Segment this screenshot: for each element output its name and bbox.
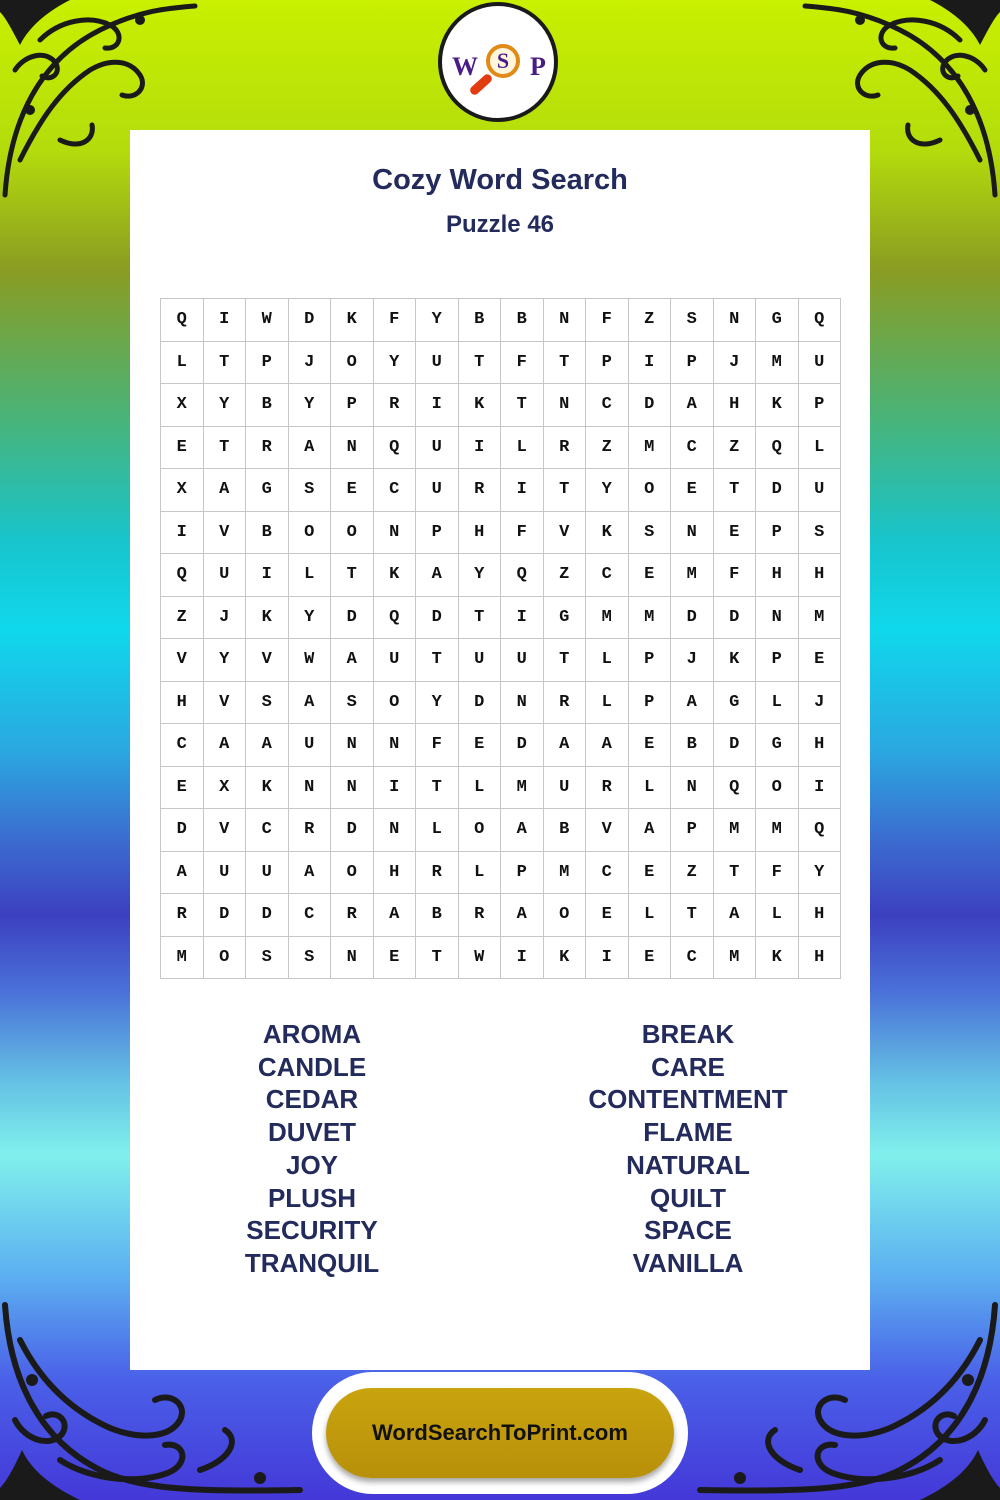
grid-cell[interactable]: R [161, 894, 204, 937]
grid-cell[interactable]: E [629, 554, 672, 597]
grid-cell[interactable]: W [246, 299, 289, 342]
grid-cell[interactable]: D [629, 384, 672, 427]
grid-cell[interactable]: E [331, 469, 374, 512]
grid-cell[interactable]: I [501, 597, 544, 640]
grid-cell[interactable]: E [629, 937, 672, 980]
grid-cell[interactable]: S [331, 682, 374, 725]
grid-cell[interactable]: X [204, 767, 247, 810]
grid-cell[interactable]: C [586, 384, 629, 427]
grid-cell[interactable]: W [459, 937, 502, 980]
grid-cell[interactable]: V [544, 512, 587, 555]
grid-cell[interactable]: V [204, 682, 247, 725]
grid-cell[interactable]: L [161, 342, 204, 385]
grid-cell[interactable]: T [331, 554, 374, 597]
logo-letter-s: S [496, 48, 510, 73]
grid-cell[interactable]: N [671, 767, 714, 810]
grid-cell[interactable]: A [501, 894, 544, 937]
word-list-item: QUILT [649, 1182, 727, 1213]
grid-cell[interactable]: A [501, 809, 544, 852]
grid-cell[interactable]: D [161, 809, 204, 852]
grid-cell[interactable]: E [629, 852, 672, 895]
grid-cell[interactable]: C [586, 554, 629, 597]
grid-cell[interactable]: B [544, 809, 587, 852]
grid-cell[interactable]: I [586, 937, 629, 980]
grid-cell[interactable]: R [544, 682, 587, 725]
grid-cell[interactable]: Q [756, 427, 799, 470]
grid-cell[interactable]: D [501, 724, 544, 767]
grid-cell[interactable]: S [246, 937, 289, 980]
grid-cell[interactable]: F [714, 554, 757, 597]
grid-cell[interactable]: M [714, 809, 757, 852]
grid-cell[interactable]: R [374, 384, 417, 427]
grid-cell[interactable]: E [714, 512, 757, 555]
grid-cell[interactable]: O [204, 937, 247, 980]
grid-cell[interactable]: N [374, 809, 417, 852]
grid-cell[interactable]: T [416, 639, 459, 682]
grid-cell[interactable]: P [501, 852, 544, 895]
grid-cell[interactable]: Q [161, 299, 204, 342]
grid-cell[interactable]: T [544, 639, 587, 682]
grid-cell[interactable]: I [799, 767, 842, 810]
grid-cell[interactable]: Z [161, 597, 204, 640]
grid-cell[interactable]: O [544, 894, 587, 937]
grid-cell[interactable]: N [501, 682, 544, 725]
grid-cell[interactable]: S [629, 512, 672, 555]
grid-cell[interactable]: Q [374, 597, 417, 640]
grid-cell[interactable]: Z [586, 427, 629, 470]
grid-cell[interactable]: Y [374, 342, 417, 385]
grid-cell[interactable]: T [204, 427, 247, 470]
grid-cell[interactable]: H [799, 554, 842, 597]
grid-cell[interactable]: V [204, 809, 247, 852]
grid-cell[interactable]: H [799, 894, 842, 937]
grid-cell[interactable]: L [799, 427, 842, 470]
grid-cell[interactable]: W [289, 639, 332, 682]
grid-cell[interactable]: Q [799, 299, 842, 342]
grid-cell[interactable]: M [629, 427, 672, 470]
grid-cell[interactable]: A [544, 724, 587, 767]
grid-cell[interactable]: L [501, 427, 544, 470]
grid-cell[interactable]: N [289, 767, 332, 810]
grid-cell[interactable]: U [799, 342, 842, 385]
grid-cell[interactable]: E [161, 427, 204, 470]
word-list-item: CEDAR [265, 1084, 359, 1115]
grid-cell[interactable]: F [756, 852, 799, 895]
grid-cell[interactable]: G [756, 299, 799, 342]
grid-cell[interactable]: K [586, 512, 629, 555]
grid-cell[interactable]: K [459, 384, 502, 427]
grid-cell[interactable]: H [799, 937, 842, 980]
word-list-right [528, 1018, 848, 1280]
grid-cell[interactable]: A [161, 852, 204, 895]
grid-cell[interactable]: M [629, 597, 672, 640]
grid-cell[interactable]: A [586, 724, 629, 767]
grid-cell[interactable]: U [374, 639, 417, 682]
grid-cell[interactable]: Q [501, 554, 544, 597]
grid-cell[interactable]: D [714, 724, 757, 767]
grid-cell[interactable]: R [586, 767, 629, 810]
grid-cell[interactable]: A [714, 894, 757, 937]
word-list-item: CANDLE [257, 1051, 367, 1082]
grid-cell[interactable]: C [671, 427, 714, 470]
grid-cell[interactable]: S [246, 682, 289, 725]
grid-cell[interactable]: K [246, 767, 289, 810]
grid-cell[interactable]: R [246, 427, 289, 470]
grid-cell[interactable]: M [799, 597, 842, 640]
grid-cell[interactable]: I [161, 512, 204, 555]
grid-cell[interactable]: C [586, 852, 629, 895]
grid-cell[interactable]: N [331, 724, 374, 767]
grid-cell[interactable]: A [204, 724, 247, 767]
grid-cell[interactable]: Q [161, 554, 204, 597]
grid-cell[interactable]: Z [671, 852, 714, 895]
grid-cell[interactable]: V [586, 809, 629, 852]
wsp-logo[interactable] [438, 2, 558, 122]
grid-cell[interactable]: B [671, 724, 714, 767]
grid-cell[interactable]: P [331, 384, 374, 427]
grid-cell[interactable]: L [756, 894, 799, 937]
word-list-item: JOY [285, 1149, 339, 1180]
grid-cell[interactable]: Y [204, 639, 247, 682]
grid-cell[interactable]: I [459, 427, 502, 470]
grid-cell[interactable]: J [204, 597, 247, 640]
grid-cell[interactable]: D [331, 809, 374, 852]
grid-cell[interactable]: E [161, 767, 204, 810]
grid-cell[interactable]: R [459, 469, 502, 512]
grid-cell[interactable]: D [756, 469, 799, 512]
word-list-item: SPACE [644, 1215, 732, 1246]
grid-cell[interactable]: C [671, 937, 714, 980]
grid-cell[interactable]: Y [459, 554, 502, 597]
grid-cell[interactable]: E [459, 724, 502, 767]
word-list-item: CARE [651, 1051, 725, 1082]
grid-cell[interactable]: B [246, 384, 289, 427]
grid-cell[interactable]: P [586, 342, 629, 385]
grid-cell[interactable]: L [629, 767, 672, 810]
grid-cell[interactable]: Z [629, 299, 672, 342]
grid-cell[interactable]: G [756, 724, 799, 767]
grid-cell[interactable]: F [416, 724, 459, 767]
grid-cell[interactable]: R [416, 852, 459, 895]
grid-cell[interactable]: B [459, 299, 502, 342]
grid-cell[interactable]: T [671, 894, 714, 937]
grid-cell[interactable]: U [246, 852, 289, 895]
grid-cell[interactable]: T [416, 937, 459, 980]
grid-cell[interactable]: L [756, 682, 799, 725]
grid-cell[interactable]: L [289, 554, 332, 597]
grid-cell[interactable]: D [246, 894, 289, 937]
grid-cell[interactable]: P [416, 512, 459, 555]
grid-cell[interactable]: S [671, 299, 714, 342]
grid-cell[interactable]: F [374, 299, 417, 342]
grid-cell[interactable]: N [671, 512, 714, 555]
grid-cell[interactable]: L [586, 682, 629, 725]
grid-cell[interactable]: V [246, 639, 289, 682]
grid-cell[interactable]: N [331, 937, 374, 980]
grid-cell[interactable]: K [714, 639, 757, 682]
grid-cell[interactable]: X [161, 384, 204, 427]
grid-cell[interactable]: M [501, 767, 544, 810]
grid-cell[interactable]: T [501, 384, 544, 427]
grid-cell[interactable]: N [756, 597, 799, 640]
grid-cell[interactable]: J [799, 682, 842, 725]
grid-cell[interactable]: U [501, 639, 544, 682]
grid-cell[interactable]: P [629, 682, 672, 725]
grid-cell[interactable]: E [671, 469, 714, 512]
grid-cell[interactable]: M [714, 937, 757, 980]
grid-cell[interactable]: A [204, 469, 247, 512]
grid-cell[interactable]: I [246, 554, 289, 597]
grid-cell[interactable]: K [246, 597, 289, 640]
grid-cell[interactable]: A [671, 384, 714, 427]
grid-cell[interactable]: U [799, 469, 842, 512]
grid-cell[interactable]: A [289, 852, 332, 895]
grid-cell[interactable]: J [714, 342, 757, 385]
grid-cell[interactable]: A [671, 682, 714, 725]
grid-cell[interactable]: E [629, 724, 672, 767]
magnifier-lens-icon [486, 44, 520, 78]
grid-cell[interactable]: A [289, 682, 332, 725]
grid-cell[interactable]: K [756, 937, 799, 980]
grid-cell[interactable]: L [416, 809, 459, 852]
grid-cell[interactable]: N [374, 512, 417, 555]
grid-cell[interactable]: B [501, 299, 544, 342]
word-list-item: PLUSH [267, 1182, 357, 1213]
word-list-item: NATURAL [626, 1149, 750, 1180]
grid-cell[interactable]: C [246, 809, 289, 852]
grid-cell[interactable]: D [459, 682, 502, 725]
grid-cell[interactable]: I [416, 384, 459, 427]
grid-cell[interactable]: Y [289, 384, 332, 427]
grid-cell[interactable]: N [544, 384, 587, 427]
grid-cell[interactable]: H [799, 724, 842, 767]
grid-cell[interactable]: F [501, 342, 544, 385]
grid-cell[interactable]: U [416, 469, 459, 512]
grid-cell[interactable]: N [374, 724, 417, 767]
grid-cell[interactable]: M [756, 342, 799, 385]
grid-cell[interactable]: C [161, 724, 204, 767]
grid-cell[interactable]: N [714, 299, 757, 342]
grid-cell[interactable]: V [204, 512, 247, 555]
grid-cell[interactable]: P [671, 342, 714, 385]
grid-cell[interactable]: J [289, 342, 332, 385]
grid-cell[interactable]: B [416, 894, 459, 937]
word-list-item: FLAME [643, 1117, 733, 1148]
grid-cell[interactable]: U [416, 342, 459, 385]
grid-cell[interactable]: T [204, 342, 247, 385]
grid-cell[interactable]: E [586, 894, 629, 937]
word-list-item: CONTENTMENT [588, 1084, 788, 1115]
grid-cell[interactable]: P [756, 512, 799, 555]
grid-cell[interactable]: H [459, 512, 502, 555]
grid-cell[interactable]: P [629, 639, 672, 682]
grid-cell[interactable]: T [714, 469, 757, 512]
site-link-button[interactable]: WordSearchToPrint.com [326, 1388, 674, 1478]
grid-cell[interactable]: U [459, 639, 502, 682]
grid-cell[interactable]: D [714, 597, 757, 640]
grid-cell[interactable]: D [204, 894, 247, 937]
word-list-left [152, 1018, 472, 1280]
grid-cell[interactable]: Z [714, 427, 757, 470]
grid-cell[interactable]: M [671, 554, 714, 597]
grid-cell[interactable]: R [544, 427, 587, 470]
grid-cell[interactable]: S [289, 469, 332, 512]
grid-cell[interactable]: O [289, 512, 332, 555]
grid-cell[interactable]: H [161, 682, 204, 725]
grid-cell[interactable]: Y [416, 682, 459, 725]
grid-cell[interactable]: H [374, 852, 417, 895]
grid-cell[interactable]: Q [374, 427, 417, 470]
page-title: Cozy Word Search [372, 164, 628, 196]
grid-cell[interactable]: T [416, 767, 459, 810]
word-list-item: SECURITY [246, 1215, 378, 1246]
grid-cell[interactable]: Y [416, 299, 459, 342]
grid-cell[interactable]: O [459, 809, 502, 852]
grid-cell[interactable]: M [161, 937, 204, 980]
grid-cell[interactable]: F [586, 299, 629, 342]
grid-cell[interactable]: L [459, 852, 502, 895]
grid-cell[interactable]: H [756, 554, 799, 597]
grid-cell[interactable]: U [289, 724, 332, 767]
grid-cell[interactable]: Y [289, 597, 332, 640]
grid-cell[interactable]: D [331, 597, 374, 640]
grid-cell[interactable]: T [544, 342, 587, 385]
word-list-item: AROMA [262, 1019, 362, 1049]
grid-cell[interactable]: M [544, 852, 587, 895]
puzzle-number: Puzzle 46 [445, 211, 555, 238]
grid-cell[interactable]: N [331, 427, 374, 470]
grid-cell[interactable]: O [331, 342, 374, 385]
grid-cell[interactable]: L [459, 767, 502, 810]
grid-cell[interactable]: A [289, 427, 332, 470]
grid-cell[interactable]: D [671, 597, 714, 640]
grid-cell[interactable]: Q [714, 767, 757, 810]
grid-cell[interactable]: V [161, 639, 204, 682]
grid-cell[interactable]: C [289, 894, 332, 937]
grid-cell[interactable]: D [416, 597, 459, 640]
word-list-item: TRANQUIL [244, 1247, 380, 1278]
grid-cell[interactable]: O [629, 469, 672, 512]
grid-cell[interactable]: B [246, 512, 289, 555]
grid-cell[interactable]: G [544, 597, 587, 640]
grid-cell[interactable]: E [374, 937, 417, 980]
grid-cell[interactable]: A [246, 724, 289, 767]
grid-cell[interactable]: F [501, 512, 544, 555]
grid-cell[interactable]: E [799, 639, 842, 682]
grid-cell[interactable]: I [501, 469, 544, 512]
grid-cell[interactable]: Z [544, 554, 587, 597]
grid-cell[interactable]: S [289, 937, 332, 980]
grid-cell[interactable]: A [374, 894, 417, 937]
grid-cell[interactable]: H [714, 384, 757, 427]
grid-cell[interactable]: U [544, 767, 587, 810]
grid-cell[interactable]: O [331, 512, 374, 555]
grid-cell[interactable]: P [756, 639, 799, 682]
grid-cell[interactable]: I [629, 342, 672, 385]
grid-cell[interactable]: P [671, 809, 714, 852]
grid-cell[interactable]: Y [586, 469, 629, 512]
grid-cell[interactable]: A [331, 639, 374, 682]
grid-cell[interactable]: U [204, 554, 247, 597]
word-list-item: VANILLA [632, 1247, 744, 1278]
grid-cell[interactable]: U [416, 427, 459, 470]
grid-cell[interactable]: A [629, 809, 672, 852]
grid-cell[interactable]: I [374, 767, 417, 810]
grid-cell[interactable]: O [374, 682, 417, 725]
grid-cell[interactable]: I [204, 299, 247, 342]
grid-cell[interactable]: M [756, 809, 799, 852]
grid-cell[interactable]: Q [799, 809, 842, 852]
grid-cell[interactable]: S [799, 512, 842, 555]
grid-cell[interactable]: X [161, 469, 204, 512]
grid-cell[interactable]: N [544, 299, 587, 342]
grid-cell[interactable]: N [331, 767, 374, 810]
grid-cell[interactable]: C [374, 469, 417, 512]
word-list-item: BREAK [641, 1019, 735, 1049]
grid-cell[interactable]: M [586, 597, 629, 640]
word-list-item: DUVET [267, 1117, 357, 1148]
grid-cell[interactable]: R [459, 894, 502, 937]
grid-cell[interactable]: K [544, 937, 587, 980]
grid-cell[interactable]: Y [799, 852, 842, 895]
grid-cell[interactable]: G [714, 682, 757, 725]
grid-cell[interactable]: T [459, 597, 502, 640]
grid-cell[interactable]: J [671, 639, 714, 682]
grid-cell[interactable]: D [289, 299, 332, 342]
grid-cell[interactable]: K [331, 299, 374, 342]
logo-letter-w: W [452, 52, 478, 81]
logo-letter-p: P [530, 52, 546, 81]
grid-cell[interactable]: T [544, 469, 587, 512]
grid-cell[interactable]: P [246, 342, 289, 385]
grid-cell[interactable]: O [331, 852, 374, 895]
grid-cell[interactable]: G [246, 469, 289, 512]
letter-grid [160, 298, 841, 979]
grid-cell[interactable]: Y [204, 384, 247, 427]
grid-cell[interactable]: R [331, 894, 374, 937]
grid-cell[interactable]: L [586, 639, 629, 682]
grid-cell[interactable]: P [799, 384, 842, 427]
grid-cell[interactable]: T [714, 852, 757, 895]
grid-cell[interactable]: O [756, 767, 799, 810]
grid-cell[interactable]: A [416, 554, 459, 597]
grid-cell[interactable]: U [204, 852, 247, 895]
grid-cell[interactable]: T [459, 342, 502, 385]
grid-cell[interactable]: I [501, 937, 544, 980]
grid-cell[interactable]: R [289, 809, 332, 852]
grid-cell[interactable]: K [374, 554, 417, 597]
grid-cell[interactable]: L [629, 894, 672, 937]
grid-cell[interactable]: K [756, 384, 799, 427]
